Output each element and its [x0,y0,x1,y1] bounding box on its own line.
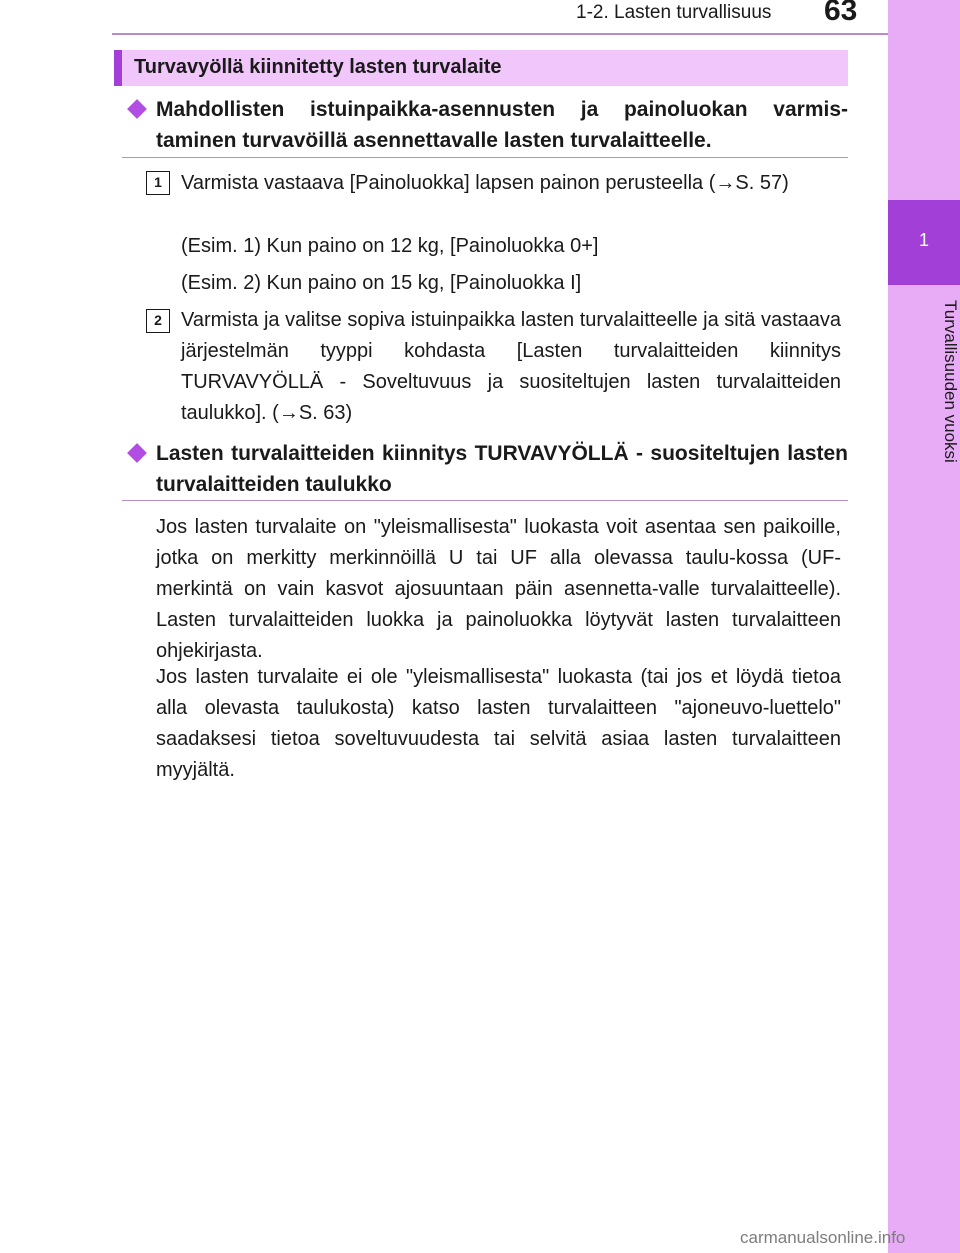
step2-text: Varmista ja valitse sopiva istuinpaikka lasten turvalaitteelle ja sitä vastaava järjestelmän tyyppi kohdasta [Lasten turvalaitteiden kiinnitys TURVAVYÖLLÄ - Soveltuvuus ja suositeltujen lasten turvalaitteiden taulukko]. (→S. 63) [181,309,841,424]
step1-text: Varmista vastaava [Painoluokka] lapsen painon perusteella (→S. 57) [181,172,789,194]
section1-heading-text: Mahdollisten istuinpaikka-asennusten ja painoluokan varmis-taminen turvavöillä asennettavalle lasten turvalaitteelle. [156,98,848,152]
section2-heading-text: Lasten turvalaitteiden kiinnitys TURVAVYÖLLÄ - suositeltujen lasten turvalaitteiden taulukko [156,442,848,496]
section2-paragraph2: Jos lasten turvalaite ei ole "yleismallisesta" luokasta (tai jos et löydä tietoa alla olevasta taulukosta) katso lasten turvalaitteen "ajoneuvo-luettelo" saadaksesi tietoa soveltuvuudesta tai selvitä asiaa lasten turvalaitteen myyjältä. [156,666,841,781]
chapter-number: 1 [918,230,929,250]
diamond-bullet-icon [127,443,147,463]
section-banner: Turvavyöllä kiinnitetty lasten turvalaite [114,50,848,86]
diamond-bullet-icon [127,99,147,119]
section2-paragraph1: Jos lasten turvalaite on "yleismallisesta" luokasta voit asentaa sen paikoille, jotka on merkitty merkinnöillä U tai UF alla olevassa taulu-kossa (UF-merkintä on vain kasvot ajosuuntaan päin asennetta-valle turvalaitteelle). Lasten turvalaitteiden luokka ja painoluokka löytyvät lasten turvalaitteen ohjekirjasta. [156,516,841,662]
step1-example1: (Esim. 1) Kun paino on 12 kg, [Painoluokka 0+] [181,235,599,257]
watermark-text: carmanualsonline.info [740,1228,906,1247]
header-divider [112,33,888,35]
chapter-label: Turvallisuuden vuoksi [941,300,960,463]
section1-heading [128,94,848,158]
section2-heading [128,438,848,502]
side-chapter-tab [888,0,960,1253]
header-section-title: 1-2. Lasten turvallisuus [576,2,772,23]
section2-divider [122,500,848,501]
step1-example2: (Esim. 2) Kun paino on 15 kg, [Painoluokka I] [181,272,582,294]
page-number: 63 [824,0,858,27]
step-number-box: 2 [146,309,170,333]
step-number-box: 1 [146,171,170,195]
section1-divider [122,157,848,158]
